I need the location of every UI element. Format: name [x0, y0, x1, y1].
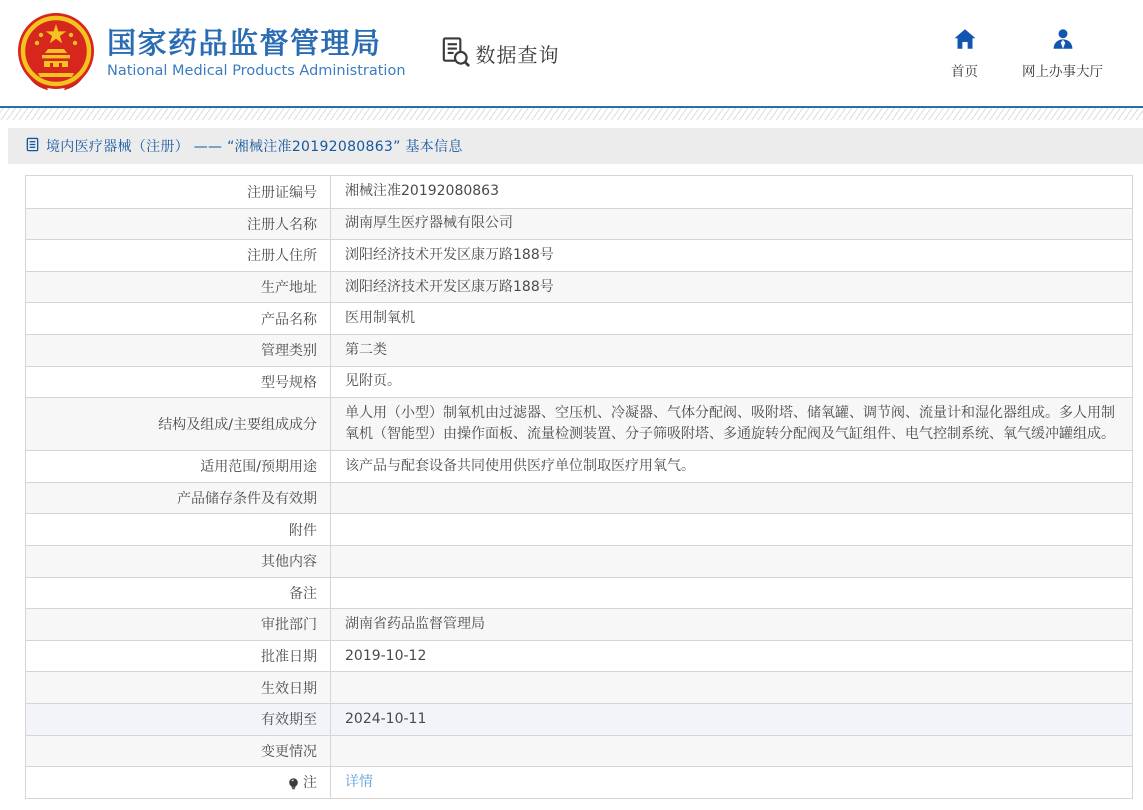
row-label: 注册人住所 [26, 240, 331, 271]
table-row [26, 271, 1132, 303]
row-label: 生产地址 [26, 272, 331, 303]
home-icon [953, 27, 977, 55]
row-value: 2019-10-12 [345, 647, 427, 664]
table-row [26, 735, 1132, 767]
user-icon [1051, 27, 1075, 55]
org-title-zh: 国家药品监督管理局 [107, 25, 382, 60]
row-value [331, 483, 1132, 514]
table-row [26, 302, 1132, 334]
bulb-icon [287, 777, 300, 790]
row-value [331, 672, 1132, 703]
org-titles [107, 27, 406, 79]
table-row [26, 450, 1132, 482]
org-title-en: National Medical Products Administration [107, 63, 406, 80]
row-label: 产品名称 [26, 303, 331, 334]
row-label: 其他内容 [26, 546, 331, 577]
row-value: 浏阳经济技术开发区康万路188号 [345, 246, 554, 263]
national-emblem-icon [14, 11, 98, 95]
info-table [25, 175, 1133, 799]
table-row [26, 239, 1132, 271]
row-value: 单人用（小型）制氧机由过滤器、空压机、冷凝器、气体分配阀、吸附塔、储氧罐、调节阀、流量计和湿化器组成。多人用制氧机（智能型）由操作面板、流量检测装置、分子筛吸附塔、多通旋转分配阀及气缸组件、电气控制系统、氧气缓冲罐组成。 [345, 405, 1115, 443]
row-label: 备注 [26, 578, 331, 609]
row-value: 湖南厚生医疗器械有限公司 [345, 215, 513, 232]
row-value [331, 767, 1132, 798]
table-row [26, 482, 1132, 514]
row-label: 有效期至 [26, 704, 331, 735]
row-label: 结构及组成/主要组成成分 [26, 398, 331, 450]
row-label: 注册证编号 [26, 176, 331, 208]
row-label: 附件 [26, 514, 331, 545]
row-value: 浏阳经济技术开发区康万路188号 [345, 278, 554, 295]
table-row [26, 577, 1132, 609]
row-label: 批准日期 [26, 641, 331, 672]
row-value [331, 546, 1132, 577]
row-label: 注 [26, 767, 331, 798]
document-search-icon [438, 35, 471, 72]
document-icon [25, 137, 40, 156]
row-value: 2024-10-11 [345, 710, 427, 727]
row-label: 适用范围/预期用途 [26, 451, 331, 482]
row-label: 型号规格 [26, 367, 331, 398]
table-row [26, 640, 1132, 672]
table-row [26, 366, 1132, 398]
row-value: 医用制氧机 [345, 310, 415, 327]
row-value: 该产品与配套设备共同使用供医疗单位制取医疗用氧气。 [345, 457, 695, 474]
nav-item-home-label: 首页 [951, 63, 978, 80]
section-title-bar [8, 128, 1143, 164]
nav-item-service-hall[interactable] [1022, 27, 1103, 80]
row-value: 湘械注准20192080863 [345, 183, 499, 200]
row-label: 生效日期 [26, 672, 331, 703]
nav-item-service-hall-label: 网上办事大厅 [1022, 63, 1103, 80]
row-label: 审批部门 [26, 609, 331, 640]
table-row [26, 334, 1132, 366]
row-value: 第二类 [345, 341, 387, 358]
site-logo[interactable] [14, 11, 406, 95]
table-row [26, 176, 1132, 208]
site-header [0, 0, 1143, 106]
table-row [26, 766, 1132, 798]
nav-item-home[interactable] [951, 27, 978, 80]
row-value [331, 578, 1132, 609]
row-label: 变更情况 [26, 736, 331, 767]
row-label: 产品储存条件及有效期 [26, 483, 331, 514]
row-value: 湖南省药品监督管理局 [345, 615, 485, 632]
table-row [26, 397, 1132, 450]
row-value [331, 514, 1132, 545]
row-value: 见附页。 [345, 373, 401, 390]
table-row [26, 608, 1132, 640]
table-row [26, 513, 1132, 545]
data-query-button[interactable] [438, 35, 560, 72]
table-row [26, 545, 1132, 577]
data-query-label: 数据查询 [475, 42, 560, 67]
page-title: 境内医疗器械（注册） —— “湘械注准20192080863” 基本信息 [46, 139, 463, 155]
detail-link[interactable]: 详情 [345, 773, 373, 790]
top-nav [951, 27, 1103, 80]
row-value [331, 736, 1132, 767]
table-row [26, 208, 1132, 240]
row-label: 管理类别 [26, 335, 331, 366]
row-label: 注册人名称 [26, 209, 331, 240]
table-row [26, 703, 1132, 735]
hatch-stripe-band [0, 108, 1143, 120]
table-row [26, 671, 1132, 703]
